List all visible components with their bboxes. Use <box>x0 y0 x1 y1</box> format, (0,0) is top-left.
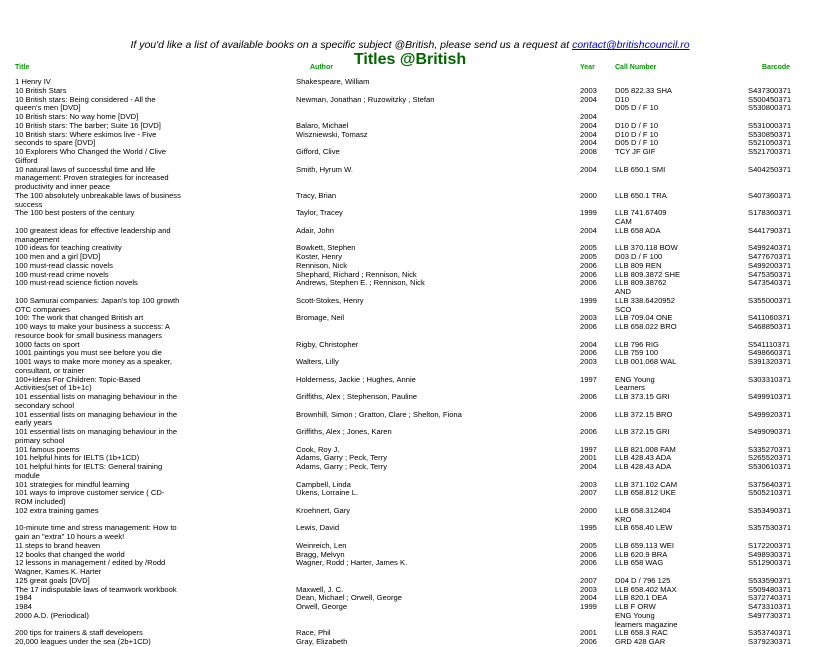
call-number-cell: ENG Young <box>615 610 655 620</box>
title-cell: 10 British Stars <box>15 85 67 95</box>
author-cell: Smith, Hyrum W. <box>296 164 353 174</box>
author-cell: Gifford, Clive <box>296 147 340 156</box>
barcode-cell: S521700371 <box>748 147 792 156</box>
year-cell: 2003 <box>580 357 597 366</box>
call-number-cell: Learners <box>615 383 645 393</box>
year-cell: 2004 <box>580 164 597 174</box>
table-row <box>0 297 820 306</box>
author-cell: Adams, Garry ; Peck, Terry <box>296 453 388 463</box>
barcode-cell: S498660371 <box>748 348 792 358</box>
author-cell: Koster, Henry <box>296 252 343 261</box>
barcode-cell: S411060371 <box>748 313 791 323</box>
year-cell: 2004 <box>580 138 597 148</box>
author-cell: Holderness, Jackie ; Hughes, Annie <box>296 374 416 384</box>
call-number-cell: LLB 370.118 BOW <box>615 243 678 253</box>
title-cell: seconds to spare [DVD] <box>15 138 96 148</box>
title-cell: 200 tips for trainers & staff developers <box>15 628 143 638</box>
title-cell: 101 strategies for mindful learning <box>15 479 130 489</box>
year-cell: 2001 <box>580 628 597 638</box>
column-header-author: Author <box>310 64 333 71</box>
title-cell: The 17 indisputable laws of teamwork workbook <box>15 584 177 594</box>
call-number-cell: LLB 428.43 ADA <box>615 453 672 463</box>
year-cell: 2006 <box>580 269 597 279</box>
year-cell: 2005 <box>580 243 597 253</box>
title-cell: 20,000 leagues under the sea (2b+1CD) <box>15 637 151 646</box>
year-cell: 1999 <box>580 295 597 305</box>
title-cell: The 100 best posters of the century <box>15 208 135 218</box>
title-cell: 1 Henry IV <box>15 77 51 86</box>
table-row <box>0 437 820 446</box>
call-number-cell: LLB 658.312404 <box>615 505 671 515</box>
year-cell: 2003 <box>580 479 597 489</box>
author-cell: Taylor, Tracey <box>296 208 343 218</box>
barcode-cell: S265520371 <box>748 453 792 463</box>
year-cell: 2004 <box>580 112 597 121</box>
title-cell: 1984 <box>15 602 32 611</box>
barcode-cell: S521050371 <box>748 138 792 148</box>
call-number-cell: LLB 821.008 FAM <box>615 444 676 454</box>
call-number-cell: D10 D / F 10 <box>615 120 659 130</box>
request-notice <box>0 39 820 51</box>
call-number-cell: AND <box>615 287 632 296</box>
barcode-cell: S437300371 <box>748 85 792 95</box>
year-cell: 2006 <box>580 278 597 288</box>
title-cell: 10 British stars: The barber; Suite 16 [DVD] <box>15 120 161 130</box>
barcode-cell: S335270371 <box>748 444 792 454</box>
title-cell: 2000 A.D. (Periodical) <box>15 610 89 620</box>
table-row <box>0 568 820 577</box>
table-row <box>0 559 820 568</box>
table-row <box>0 209 820 218</box>
year-cell: 2004 <box>580 120 597 130</box>
table-row <box>0 507 820 516</box>
call-number-cell: LLB 001.068 WAL <box>615 357 677 366</box>
table-row <box>0 428 820 437</box>
year-cell: 2006 <box>580 427 597 436</box>
table-row <box>0 78 820 87</box>
table-row <box>0 174 820 183</box>
barcode-cell: S357530371 <box>748 523 792 533</box>
table-row <box>0 498 820 507</box>
title-cell: 1001 paintings you must see before you die <box>15 348 162 358</box>
title-cell: success <box>15 199 43 209</box>
author-cell: Wagner, Rodd ; Harter, James K. <box>296 558 408 568</box>
call-number-cell: LLB 371.102 CAM <box>615 479 678 489</box>
title-cell: 10 British stars: Where eskimos live - Five <box>15 129 157 139</box>
call-number-cell: LLB 373.15 GRI <box>615 392 670 401</box>
title-cell: 100 men and a girl [DVD] <box>15 252 101 261</box>
table-row <box>0 621 820 630</box>
call-number-cell: learners magazine <box>615 619 678 629</box>
author-cell: Newman, Jonathan ; Ruzowitzky , Stefan <box>296 94 435 104</box>
table-row <box>0 612 820 621</box>
call-number-cell: LLB 428.43 ADA <box>615 462 672 471</box>
call-number-cell: D04 D / 796 125 <box>615 575 671 585</box>
title-cell: 100 must-read crime novels <box>15 269 109 279</box>
author-cell: Orwell, George <box>296 602 348 611</box>
call-number-cell: LLB 659.113 WEI <box>615 540 674 550</box>
title-cell: secondary school <box>15 400 75 410</box>
year-cell: 2006 <box>580 549 597 559</box>
author-cell: Bromage, Neil <box>296 313 345 323</box>
author-cell: Brownhill, Simon ; Gratton, Clare ; Shelton, Fiona <box>296 409 462 419</box>
call-number-cell: LLB 372.15 GRI <box>615 427 670 436</box>
author-cell: Bragg, Melvyn <box>296 549 345 559</box>
barcode-cell: S499910371 <box>748 392 792 401</box>
year-cell: 2005 <box>580 252 597 261</box>
year-cell: 2007 <box>580 488 597 498</box>
author-cell: Bowkett, Stephen <box>296 243 356 253</box>
column-header-barcode: Barcode <box>762 64 791 71</box>
contact-email-link[interactable]: contact@britishcouncil.ro <box>572 39 690 51</box>
barcode-cell: S512900371 <box>748 558 792 568</box>
author-cell: Kroehnert, Gary <box>296 505 351 515</box>
call-number-cell: LLB 650.1 TRA <box>615 190 667 200</box>
barcode-cell: S178360371 <box>748 208 792 218</box>
title-cell: 100 ideas for teaching creativity <box>15 243 122 253</box>
author-cell: Adair, John <box>296 225 334 235</box>
barcode-cell: S372740371 <box>748 593 792 603</box>
table-row <box>0 131 820 140</box>
title-cell: 10 British stars: Being considered - All the <box>15 94 156 104</box>
barcode-cell: S441790371 <box>748 225 792 235</box>
author-cell: Walters, Lilly <box>296 357 339 366</box>
call-number-cell: LLB 809.3872 SHE <box>615 269 681 279</box>
barcode-cell: S530800371 <box>748 103 792 113</box>
barcode-cell: S468850371 <box>748 322 792 331</box>
table-row <box>0 524 820 533</box>
title-cell: Activities(set of 1b+1c) <box>15 383 92 393</box>
title-cell: consultant, or trainer <box>15 365 85 375</box>
call-number-cell: LLB 658.812 UKE <box>615 488 676 498</box>
title-cell: 10 Explorers Who Changed the World / Clive <box>15 147 166 156</box>
barcode-cell: S500450371 <box>748 94 792 104</box>
author-cell: Rennison, Nick <box>296 260 348 270</box>
call-number-cell: D05 D / F 10 <box>615 103 659 113</box>
call-number-cell: LLB 796 RIG <box>615 339 659 349</box>
table-row <box>0 227 820 236</box>
table-row <box>0 542 820 551</box>
table-row <box>0 279 820 288</box>
barcode-cell: S530610371 <box>748 462 792 471</box>
author-cell: Scott-Stokes, Henry <box>296 295 364 305</box>
title-cell: queen's men [DVD] <box>15 103 81 113</box>
title-cell: 100 greatest ideas for effective leadership and <box>15 225 171 235</box>
table-row <box>0 148 820 157</box>
call-number-cell: LLB 741.67409 <box>615 208 667 218</box>
request-notice-text: If you'd like a list of available books on a specific subject @British, please send us a request at <box>130 39 573 51</box>
year-cell: 2003 <box>580 584 597 594</box>
author-cell: Andrews, Stephen E. ; Rennison, Nick <box>296 278 425 288</box>
year-cell: 2004 <box>580 94 597 104</box>
title-cell: 125 great goals [DVD] <box>15 575 90 585</box>
call-number-cell: LLB 820.1 DEA <box>615 593 668 603</box>
barcode-cell: S505210371 <box>748 488 792 498</box>
title-cell: 101 ways to improve customer service ( CD- <box>15 488 165 498</box>
author-cell: Balaro, Michael <box>296 120 349 130</box>
barcode-cell: S498930371 <box>748 549 792 559</box>
author-cell: Rigby, Christopher <box>296 339 359 349</box>
call-number-cell: LLB 658.022 BRO <box>615 322 677 331</box>
column-header-call-number: Call Number <box>615 64 657 71</box>
title-cell: 1984 <box>15 593 32 603</box>
column-header-title: Title <box>15 64 30 71</box>
author-cell: Cook, Roy J. <box>296 444 340 454</box>
table-row <box>0 244 820 253</box>
title-cell: gain an "extra" 10 hours a week! <box>15 532 125 541</box>
barcode-cell: S499920371 <box>748 409 792 419</box>
call-number-cell: LLB 658.40 LEW <box>615 523 673 533</box>
author-cell: Weinreich, Len <box>296 540 347 550</box>
column-header-year: Year <box>580 64 595 71</box>
title-cell: early years <box>15 418 53 428</box>
call-number-cell: SCO <box>615 304 632 314</box>
title-cell: 102 extra training games <box>15 505 99 515</box>
author-cell: Dean, Michael ; Orwell, George <box>296 593 402 603</box>
author-cell: Shephard, Richard ; Rennison, Nick <box>296 269 417 279</box>
title-cell: Wagner, Kames K. Harter <box>15 567 102 576</box>
barcode-cell: S509480371 <box>748 584 792 594</box>
table-row <box>0 192 820 201</box>
barcode-cell: S353490371 <box>748 505 792 515</box>
year-cell: 1995 <box>580 523 597 533</box>
table-row <box>0 236 820 245</box>
year-cell: 1997 <box>580 444 597 454</box>
barcode-cell: S473310371 <box>748 602 792 611</box>
title-cell: OTC companies <box>15 304 70 314</box>
barcode-cell: S375640371 <box>748 479 792 489</box>
call-number-cell: D03 D / F 100 <box>615 252 663 261</box>
title-cell: resource book for small business managers <box>15 330 162 340</box>
call-number-cell: D05 822.33 SHA <box>615 85 672 95</box>
table-row <box>0 603 820 612</box>
year-cell: 2003 <box>580 313 597 323</box>
year-cell: 2008 <box>580 147 597 156</box>
title-cell: 11 steps to brand heaven <box>15 540 101 550</box>
title-cell: 1001 ways to make more money as a speaker, <box>15 357 173 366</box>
book-table <box>0 78 820 647</box>
call-number-cell: LLB 709.04 ONE <box>615 313 673 323</box>
year-cell: 2006 <box>580 322 597 331</box>
barcode-cell: S499240371 <box>748 243 792 253</box>
title-cell: 101 famous poems <box>15 444 80 454</box>
author-cell: Griffiths, Alex ; Jones, Karen <box>296 427 392 436</box>
barcode-cell: S499200371 <box>748 260 792 270</box>
table-row <box>0 358 820 367</box>
barcode-cell: S407360371 <box>748 190 792 200</box>
table-row <box>0 489 820 498</box>
barcode-cell: S533590371 <box>748 575 792 585</box>
title-cell: module <box>15 470 40 480</box>
call-number-cell: ENG Young <box>615 374 655 384</box>
title-cell: 10-minute time and stress management: How to <box>15 523 177 533</box>
call-number-cell: D10 D / F 10 <box>615 129 659 139</box>
title-cell: ROM included) <box>15 497 66 506</box>
barcode-cell: S353740371 <box>748 628 792 638</box>
call-number-cell: D05 D / F 10 <box>615 138 659 148</box>
call-number-cell: LLB 650.1 SMI <box>615 164 666 174</box>
call-number-cell: LLB 658 WAG <box>615 558 664 568</box>
title-cell: 101 essential lists on managing behaviour in the <box>15 409 178 419</box>
year-cell: 2006 <box>580 348 597 358</box>
table-header <box>0 64 820 74</box>
title-cell: productivity and inner peace <box>15 182 110 191</box>
title-cell: 100 Samurai companies: Japan's top 100 growth <box>15 295 180 305</box>
barcode-cell: S499090371 <box>748 427 792 436</box>
title-cell: 101 essential lists on managing behaviour in the <box>15 392 178 401</box>
call-number-cell: CAM <box>615 217 632 226</box>
title-cell: 1000 facts on sport <box>15 339 80 349</box>
table-row <box>0 253 820 262</box>
call-number-cell: LLB 759 100 <box>615 348 659 358</box>
table-row <box>0 638 820 647</box>
call-number-cell: LLB 809 REN <box>615 260 662 270</box>
author-cell: Gray, Elizabeth <box>296 637 348 646</box>
title-cell: 100: The work that changed British art <box>15 313 144 323</box>
title-cell: 10 natural laws of successful time and life <box>15 164 156 174</box>
call-number-cell: LLB 658.402 MAX <box>615 584 677 594</box>
barcode-cell: S531000371 <box>748 120 792 130</box>
author-cell: Adams, Garry ; Peck, Terry <box>296 462 388 471</box>
author-cell: Griffiths, Alex ; Stephenson, Pauline <box>296 392 418 401</box>
call-number-cell: LLB 372.15 BRO <box>615 409 673 419</box>
table-row <box>0 481 820 490</box>
year-cell: 2006 <box>580 409 597 419</box>
author-cell: Shakespeare, William <box>296 77 370 86</box>
table-row <box>0 516 820 525</box>
year-cell: 2004 <box>580 462 597 471</box>
barcode-cell: S303310371 <box>748 374 792 384</box>
title-cell: management <box>15 234 60 244</box>
author-cell: Wiszniewski, Tomasz <box>296 129 368 139</box>
table-row <box>0 463 820 472</box>
title-cell: 101 essential lists on managing behaviour in the <box>15 427 178 436</box>
year-cell: 2004 <box>580 593 597 603</box>
year-cell: 2006 <box>580 558 597 568</box>
table-row <box>0 551 820 560</box>
barcode-cell: S497730371 <box>748 610 792 620</box>
title-cell: Gifford <box>15 155 38 165</box>
year-cell: 1999 <box>580 602 597 611</box>
title-cell: primary school <box>15 435 65 445</box>
year-cell: 2007 <box>580 575 597 585</box>
call-number-cell: LLB F ORW <box>615 602 656 611</box>
year-cell: 2003 <box>580 85 597 95</box>
title-cell: 100 must-read science fiction novels <box>15 278 138 288</box>
barcode-cell: S391320371 <box>748 357 792 366</box>
table-row <box>0 472 820 481</box>
year-cell: 2006 <box>580 260 597 270</box>
table-row <box>0 533 820 542</box>
author-cell: Race, Phil <box>296 628 331 638</box>
call-number-cell: KRO <box>615 514 632 524</box>
title-cell: 12 lessons in management / edited by /Rodd <box>15 558 166 568</box>
year-cell: 2000 <box>580 505 597 515</box>
call-number-cell: GRD 428 GAR <box>615 637 666 646</box>
table-row <box>0 594 820 603</box>
year-cell: 2004 <box>580 225 597 235</box>
table-row <box>0 577 820 586</box>
call-number-cell: LLB 658.3 RAC <box>615 628 668 638</box>
year-cell: 2001 <box>580 453 597 463</box>
title-cell: 101 helpful hints for IELTS (1b+1CD) <box>15 453 140 463</box>
title-cell: 100 ways to make your business a success: A <box>15 322 170 331</box>
table-row <box>0 393 820 402</box>
title-cell: management: Proven strategies for increased <box>15 173 169 183</box>
table-row <box>0 376 820 385</box>
table-row <box>0 332 820 341</box>
call-number-cell: TCY JF GIF <box>615 147 656 156</box>
year-cell: 2006 <box>580 637 597 646</box>
year-cell: 2005 <box>580 540 597 550</box>
call-number-cell: LLB 338.6420952 <box>615 295 675 305</box>
year-cell: 2004 <box>580 129 597 139</box>
author-cell: Campbell, Linda <box>296 479 351 489</box>
barcode-cell: S477670371 <box>748 252 792 261</box>
author-cell: Tracy, Brian <box>296 190 337 200</box>
title-cell: The 100 absolutely unbreakable laws of business <box>15 190 181 200</box>
year-cell: 1999 <box>580 208 597 218</box>
page-title: Titles @British <box>353 51 467 68</box>
author-cell: Lewis, David <box>296 523 340 533</box>
table-row <box>0 586 820 595</box>
year-cell: 2006 <box>580 392 597 401</box>
barcode-cell: S530850371 <box>748 129 792 139</box>
call-number-cell: LLB 620.9 BRA <box>615 549 668 559</box>
title-cell: 12 books that changed the world <box>15 549 125 559</box>
call-number-cell: LLB 809.38762 <box>615 278 667 288</box>
barcode-cell: S473540371 <box>748 278 792 288</box>
barcode-cell: S541110371 <box>748 339 790 349</box>
title-cell: 10 British stars: No way home [DVD] <box>15 112 139 121</box>
year-cell: 1997 <box>580 374 597 384</box>
barcode-cell: S379230371 <box>748 637 792 646</box>
barcode-cell: S355000371 <box>748 295 792 305</box>
title-cell: 100+Ideas For Children: Topic-Based <box>15 374 141 384</box>
year-cell: 2000 <box>580 190 597 200</box>
title-cell: 101 helpful hints for IELTS: General training <box>15 462 163 471</box>
table-row <box>0 411 820 420</box>
call-number-cell: D10 <box>615 94 629 104</box>
table-row <box>0 629 820 638</box>
table-row <box>0 96 820 105</box>
year-cell: 2004 <box>580 339 597 349</box>
author-cell: Maxwell, J. C. <box>296 584 344 594</box>
barcode-cell: S404250371 <box>748 164 792 174</box>
barcode-cell: S475350371 <box>748 269 792 279</box>
author-cell: Ukens, Lorraine L. <box>296 488 359 498</box>
call-number-cell: LLB 658 ADA <box>615 225 661 235</box>
title-cell: 100 must-read classic novels <box>15 260 113 270</box>
barcode-cell: S172200371 <box>748 540 792 550</box>
